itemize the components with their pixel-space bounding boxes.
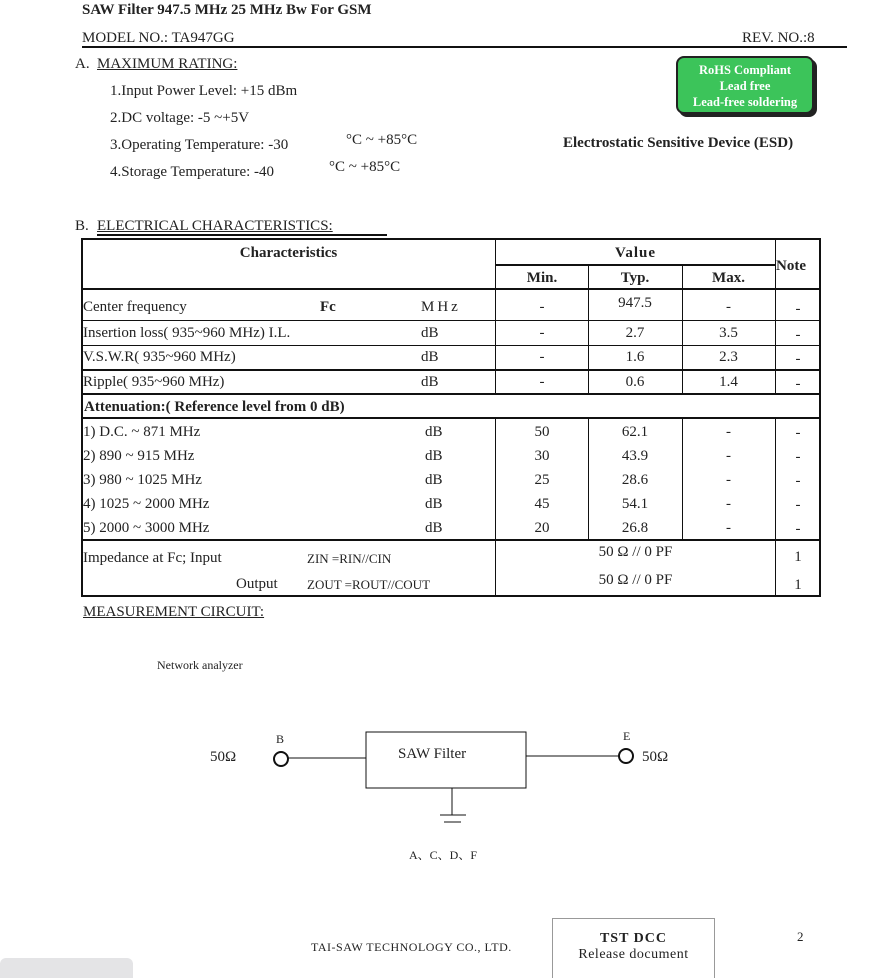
attenuation-name: 3) 980 ~ 1025 MHz [83,472,202,488]
section-b-heading: ELECTRICAL CHARACTERISTICS: [97,218,333,234]
dcc-stamp [552,918,715,978]
header-min: Min. [526,270,558,286]
attenuation-note: - [795,497,801,513]
attenuation-title: Attenuation:( Reference level from 0 dB) [84,399,345,415]
attenuation-typ: 54.1 [621,496,649,512]
temp-range: °C ~ +85°C [329,159,401,175]
attenuation-unit: dB [425,520,443,536]
row-symbol: Fc [320,299,336,315]
output-note: 1 [794,577,802,593]
revision-number: REV. NO.:8 [742,30,815,46]
temp-range: °C ~ +85°C [346,132,418,148]
measurement-heading: MEASUREMENT CIRCUIT: [83,604,265,620]
page-number: 2 [797,929,804,944]
ground-pins-label: A、C、D、F [409,848,478,862]
attenuation-unit: dB [425,448,443,464]
output-formula: ZOUT =ROUT//COUT [307,577,431,592]
row-typ: 1.6 [625,349,645,365]
row-min: - [539,374,545,390]
attenuation-name: 4) 1025 ~ 2000 MHz [83,496,210,512]
esd-label: Electrostatic Sensitive Device (ESD) [563,135,794,151]
row-typ: 0.6 [625,374,645,390]
port-b-label: B [276,732,285,746]
attenuation-max: - [726,424,731,440]
rating-item: 4.Storage Temperature: -40 [110,164,275,180]
row-typ: 947.5 [618,295,652,311]
row-name: V.S.W.R( 935~960 MHz) [83,349,236,365]
header-typ: Typ. [620,270,650,286]
attenuation-min: 30 [534,448,550,464]
port-e-terminal [619,749,633,763]
row-max: 2.3 [719,349,738,365]
attenuation-typ: 62.1 [621,424,649,440]
attenuation-max: - [726,448,731,464]
attenuation-note: - [795,449,801,465]
attenuation-max: - [726,520,731,536]
row-name: Insertion loss( 935~960 MHz) I.L. [83,325,291,341]
row-note: - [795,351,801,367]
header-characteristics: Characteristics [239,245,338,261]
attenuation-typ: 28.6 [621,472,649,488]
rating-item: 2.DC voltage: -5 ~+5V [110,110,250,126]
row-min: - [539,349,545,365]
dcc-release: Release document [578,947,689,962]
input-note: 1 [794,549,802,565]
right-impedance: 50Ω [642,749,669,765]
row-min: - [539,325,545,341]
impedance-label: Impedance at Fc; Input [83,550,222,566]
left-impedance: 50Ω [210,749,237,765]
header-note: Note [776,258,806,274]
section-b-prefix: B. [75,218,89,234]
attenuation-min: 50 [534,424,550,440]
output-label: Output [236,576,278,592]
row-name: Center frequency [83,299,187,315]
bottom-overlay[interactable] [0,958,133,978]
row-max: - [726,299,731,315]
attenuation-name: 5) 2000 ~ 3000 MHz [83,520,210,536]
attenuation-note: - [795,425,801,441]
row-note: - [795,327,801,343]
rohs-line: Lead free [719,79,771,93]
network-analyzer-label: Network analyzer [157,658,243,672]
rating-item: 1.Input Power Level: +15 dBm [110,83,298,99]
saw-filter-label: SAW Filter [398,746,467,762]
model-number: MODEL NO.: TA947GG [82,30,235,46]
doc-title: SAW Filter 947.5 MHz 25 MHz Bw For GSM [82,2,372,18]
rohs-line: RoHS Compliant [698,63,792,77]
rating-item: 3.Operating Temperature: -30 [110,137,289,153]
port-b-terminal [274,752,288,766]
row-max: 1.4 [719,374,738,390]
attenuation-note: - [795,473,801,489]
input-impedance-value: 50 Ω // 0 PF [598,544,673,560]
row-unit: dB [421,349,439,365]
attenuation-unit: dB [425,472,443,488]
row-note: - [795,301,801,317]
port-e-label: E [623,729,631,743]
section-a-prefix: A. [75,56,90,72]
attenuation-max: - [726,496,731,512]
section-a-heading: MAXIMUM RATING: [97,56,238,72]
header-max: Max. [712,270,745,286]
attenuation-min: 25 [534,472,550,488]
row-unit: dB [421,374,439,390]
row-unit: MHz [421,299,461,315]
output-impedance-value: 50 Ω // 0 PF [598,572,673,588]
attenuation-min: 20 [534,520,550,536]
attenuation-note: - [795,521,801,537]
row-name: Ripple( 935~960 MHz) [83,374,225,390]
dcc-title: TST DCC [599,931,668,946]
header-value: Value [614,245,657,261]
row-min: - [539,299,545,315]
attenuation-min: 45 [534,496,550,512]
attenuation-typ: 26.8 [621,520,649,536]
row-typ: 2.7 [625,325,645,341]
row-max: 3.5 [719,325,738,341]
company-name: TAI-SAW TECHNOLOGY CO., LTD. [311,940,512,954]
attenuation-max: - [726,472,731,488]
attenuation-unit: dB [425,496,443,512]
attenuation-typ: 43.9 [621,448,649,464]
attenuation-unit: dB [425,424,443,440]
row-unit: dB [421,325,439,341]
input-formula: ZIN =RIN//CIN [307,551,392,566]
attenuation-name: 2) 890 ~ 915 MHz [83,448,195,464]
rohs-line: Lead-free soldering [692,95,798,109]
row-note: - [795,376,801,392]
attenuation-name: 1) D.C. ~ 871 MHz [83,424,201,440]
